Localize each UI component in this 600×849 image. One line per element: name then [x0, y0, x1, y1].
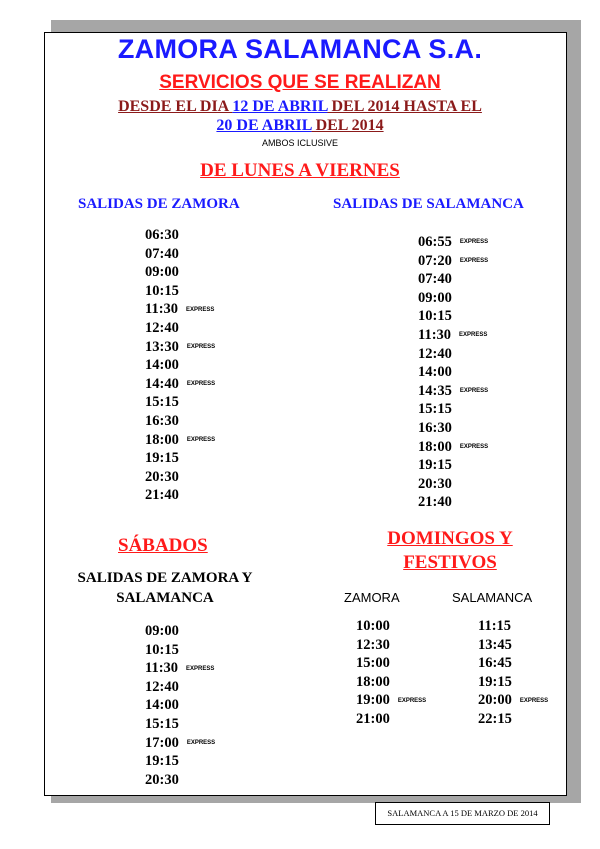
- saturdays-label-1: SALIDAS DE ZAMORA Y: [77, 570, 253, 586]
- date-prefix: DESDE EL DIA: [118, 98, 233, 115]
- date-end-year: DEL 2014: [311, 117, 384, 134]
- time-row: [145, 486, 215, 505]
- departure-time: 10:00: [356, 618, 390, 634]
- departure-time: 11:30: [418, 326, 452, 343]
- express-tag: EXPRESS: [186, 436, 216, 443]
- time-row: [145, 752, 215, 771]
- time-row: [418, 233, 488, 252]
- departure-time: 20:30: [418, 475, 452, 492]
- express-tag: EXPRESS: [186, 381, 216, 388]
- departure-time: 19:15: [145, 753, 179, 770]
- departure-time: 11:15: [478, 618, 512, 634]
- saturdays-times: [145, 622, 215, 789]
- time-row: [145, 715, 215, 734]
- departure-time: 18:00: [418, 438, 452, 455]
- time-row: [418, 475, 488, 494]
- departure-time: 13:30: [145, 338, 179, 355]
- departure-time: 14:00: [418, 364, 452, 381]
- express-tag: EXPRESS: [519, 697, 549, 704]
- time-row: [145, 734, 215, 753]
- time-row: [145, 282, 215, 301]
- time-row: [418, 456, 488, 475]
- time-row: [145, 300, 215, 319]
- time-row: [478, 710, 548, 729]
- express-tag: EXPRESS: [186, 343, 216, 350]
- departure-time: 11:30: [145, 660, 179, 677]
- sundays-salamanca-times: [478, 617, 548, 729]
- date-end: 20 DE ABRIL: [216, 117, 312, 134]
- departure-time: 15:15: [145, 394, 179, 411]
- date-mid: DEL 2014 HASTA EL: [327, 98, 482, 115]
- sundays-zamora-times: [356, 617, 426, 729]
- departure-time: 16:30: [418, 419, 452, 436]
- saturdays-label-2: SALAMANCA: [116, 590, 214, 606]
- time-row: [145, 338, 215, 357]
- time-row: [145, 375, 215, 394]
- departure-time: 10:15: [418, 308, 452, 325]
- footer-date: SALAMANCA A 15 DE MARZO DE 2014: [375, 802, 550, 825]
- time-row: [478, 654, 548, 673]
- time-row: [356, 710, 426, 729]
- departure-time: 07:40: [145, 245, 179, 262]
- express-tag: EXPRESS: [186, 665, 215, 672]
- time-row: [356, 691, 426, 710]
- departure-time: 19:15: [478, 673, 512, 690]
- services-title: [0, 72, 600, 94]
- departure-time: 13:45: [478, 636, 512, 653]
- departure-time: 20:30: [145, 468, 179, 485]
- express-tag: EXPRESS: [397, 697, 427, 704]
- time-row: [418, 493, 488, 512]
- date-range-line-1: [0, 98, 600, 116]
- time-row: [418, 400, 488, 419]
- departure-time: 17:00: [145, 734, 179, 751]
- time-row: [418, 363, 488, 382]
- express-tag: EXPRESS: [459, 257, 489, 264]
- departure-time: 19:15: [418, 457, 452, 474]
- time-row: [356, 636, 426, 655]
- time-row: [145, 393, 215, 412]
- departure-time: 21:40: [145, 487, 179, 504]
- time-row: [145, 412, 215, 431]
- weekdays-zamora-label: SALIDAS DE ZAMORA: [78, 196, 240, 212]
- time-row: [145, 449, 215, 468]
- express-tag: EXPRESS: [186, 739, 216, 746]
- time-row: [478, 673, 548, 692]
- departure-time: 22:15: [478, 710, 512, 727]
- time-row: [418, 270, 488, 289]
- express-tag: EXPRESS: [186, 306, 215, 313]
- departure-time: 09:00: [145, 264, 179, 281]
- time-row: [418, 289, 488, 308]
- weekdays-title: DE LUNES A VIERNES: [200, 160, 400, 181]
- departure-time: 14:35: [418, 382, 452, 399]
- sundays-title-2: FESTIVOS: [403, 552, 497, 573]
- express-tag: EXPRESS: [459, 443, 489, 450]
- departure-time: 09:00: [145, 623, 179, 639]
- time-row: [145, 263, 215, 282]
- time-row: [418, 307, 488, 326]
- weekdays-zamora-times: [145, 226, 215, 505]
- services-title-text: SERVICIOS QUE SE REALIZAN: [159, 72, 441, 93]
- departure-time: 14:00: [145, 357, 179, 374]
- time-row: [356, 673, 426, 692]
- weekdays-salamanca-label: SALIDAS DE SALAMANCA: [333, 196, 524, 212]
- time-row: [145, 245, 215, 264]
- time-row: [478, 636, 548, 655]
- departure-time: 18:00: [145, 431, 179, 448]
- saturdays-title: SÁBADOS: [118, 535, 208, 556]
- time-row: [145, 622, 215, 641]
- departure-time: 07:20: [418, 252, 452, 269]
- time-row: [418, 326, 488, 345]
- time-row: [145, 468, 215, 487]
- departure-time: 12:30: [356, 636, 390, 653]
- departure-time: 16:45: [478, 655, 512, 672]
- departure-time: 20:30: [145, 771, 179, 788]
- departure-time: 07:40: [418, 271, 452, 288]
- date-range-line-2: [0, 117, 600, 135]
- departure-time: 12:40: [418, 345, 452, 362]
- departure-time: 15:15: [145, 715, 179, 732]
- time-row: [418, 345, 488, 364]
- time-row: [145, 431, 215, 450]
- company-title: ZAMORA SALAMANCA S.A.: [117, 34, 483, 64]
- time-row: [145, 696, 215, 715]
- sundays-zamora-label: ZAMORA: [344, 590, 400, 605]
- time-row: [418, 438, 488, 457]
- departure-time: 10:15: [145, 282, 179, 299]
- departure-time: 15:15: [418, 401, 452, 418]
- time-row: [418, 419, 488, 438]
- time-row: [145, 319, 215, 338]
- express-tag: EXPRESS: [459, 332, 488, 339]
- date-start: 12 DE ABRIL: [232, 98, 328, 115]
- express-tag: EXPRESS: [459, 239, 489, 246]
- time-row: [145, 356, 215, 375]
- express-tag: EXPRESS: [459, 388, 489, 395]
- departure-time: 09:00: [418, 289, 452, 306]
- departure-time: 12:40: [145, 319, 179, 336]
- departure-time: 19:00: [356, 692, 390, 709]
- time-row: [145, 678, 215, 697]
- departure-time: 18:00: [356, 673, 390, 690]
- sundays-title-1: DOMINGOS Y: [387, 528, 513, 549]
- time-row: [356, 617, 426, 636]
- time-row: [145, 659, 215, 678]
- time-row: [418, 252, 488, 271]
- sundays-salamanca-label: SALAMANCA: [452, 590, 533, 605]
- time-row: [478, 617, 548, 636]
- departure-time: 19:15: [145, 450, 179, 467]
- departure-time: 14:40: [145, 375, 179, 392]
- time-row: [478, 691, 548, 710]
- departure-time: 11:30: [145, 301, 179, 318]
- departure-time: 10:15: [145, 641, 179, 658]
- time-row: [418, 382, 488, 401]
- departure-time: 20:00: [478, 692, 512, 709]
- departure-time: 21:00: [356, 710, 390, 727]
- departure-time: 06:30: [145, 227, 179, 243]
- departure-time: 16:30: [145, 412, 179, 429]
- time-row: [145, 641, 215, 660]
- inclusive-note: AMBOS ICLUSIVE: [261, 138, 339, 148]
- departure-time: 15:00: [356, 655, 390, 672]
- time-row: [356, 654, 426, 673]
- time-row: [145, 226, 215, 245]
- departure-time: 06:55: [418, 234, 452, 250]
- weekdays-salamanca-times: [418, 233, 488, 512]
- departure-time: 12:40: [145, 678, 179, 695]
- departure-time: 21:40: [418, 494, 452, 511]
- departure-time: 14:00: [145, 697, 179, 714]
- time-row: [145, 771, 215, 790]
